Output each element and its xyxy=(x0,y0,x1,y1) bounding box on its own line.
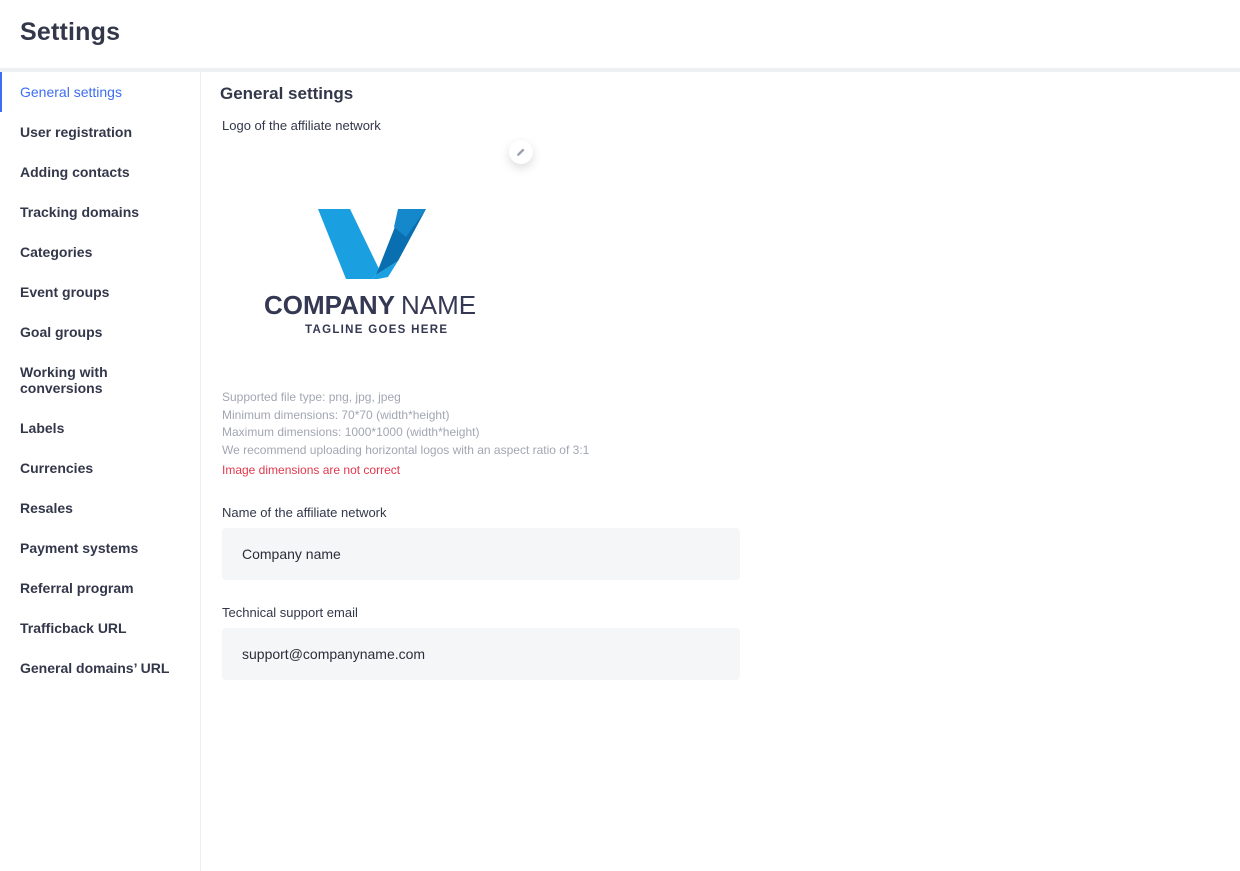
settings-content xyxy=(201,72,1240,871)
section-title: General settings xyxy=(220,84,354,103)
logo-requirements xyxy=(222,389,589,459)
company-logo-image xyxy=(222,197,542,397)
logo-label: Logo of the affiliate network xyxy=(222,118,381,133)
sidebar-item-adding-contacts[interactable]: Adding contacts xyxy=(20,164,130,180)
sidebar-item-tracking-domains[interactable]: Tracking domains xyxy=(20,204,140,220)
sidebar-item-referral-program[interactable]: Referral program xyxy=(20,580,134,596)
sidebar-item-categories[interactable]: Categories xyxy=(20,244,93,260)
sidebar-item-working-with-conversions[interactable]: Working with conversions xyxy=(20,364,108,396)
hint-aspect-ratio: We recommend uploading horizontal logos with an aspect ratio of 3:1 xyxy=(222,442,590,457)
page-title: Settings xyxy=(20,18,121,46)
hint-max-dimensions: Maximum dimensions: 1000*1000 (width*height) xyxy=(222,425,480,439)
sidebar-item-user-registration[interactable]: User registration xyxy=(20,124,133,140)
sidebar-item-labels[interactable]: Labels xyxy=(20,420,65,436)
sidebar-item-general-settings[interactable]: General settings xyxy=(0,72,200,112)
pencil-icon xyxy=(516,147,526,157)
edit-logo-button[interactable] xyxy=(509,140,533,164)
support-email-input[interactable] xyxy=(222,628,740,680)
top-bar xyxy=(0,0,1240,72)
logo-error-message: Image dimensions are not correct xyxy=(222,463,401,477)
logo-name-text: NAME xyxy=(401,290,477,320)
sidebar-item-resales[interactable]: Resales xyxy=(20,500,73,516)
network-name-input[interactable] xyxy=(222,528,740,580)
sidebar-item-payment-systems[interactable]: Payment systems xyxy=(20,540,139,556)
hint-file-type: Supported file type: png, jpg, jpeg xyxy=(222,390,401,404)
network-name-label: Name of the affiliate network xyxy=(222,505,387,520)
hint-min-dimensions: Minimum dimensions: 70*70 (width*height) xyxy=(222,407,450,422)
sidebar-item-general-domains-url[interactable]: General domains’ URL xyxy=(20,660,170,676)
sidebar-item-currencies[interactable]: Currencies xyxy=(20,460,94,476)
logo-tagline-text: TAGLINE GOES HERE xyxy=(305,324,449,336)
sidebar-item-trafficback-url[interactable]: Trafficback URL xyxy=(20,620,127,636)
logo-company-text: COMPANY xyxy=(264,290,395,320)
settings-sidebar xyxy=(0,72,201,871)
support-email-label: Technical support email xyxy=(222,605,358,620)
sidebar-item-goal-groups[interactable]: Goal groups xyxy=(20,324,103,340)
sidebar-item-event-groups[interactable]: Event groups xyxy=(20,284,110,300)
